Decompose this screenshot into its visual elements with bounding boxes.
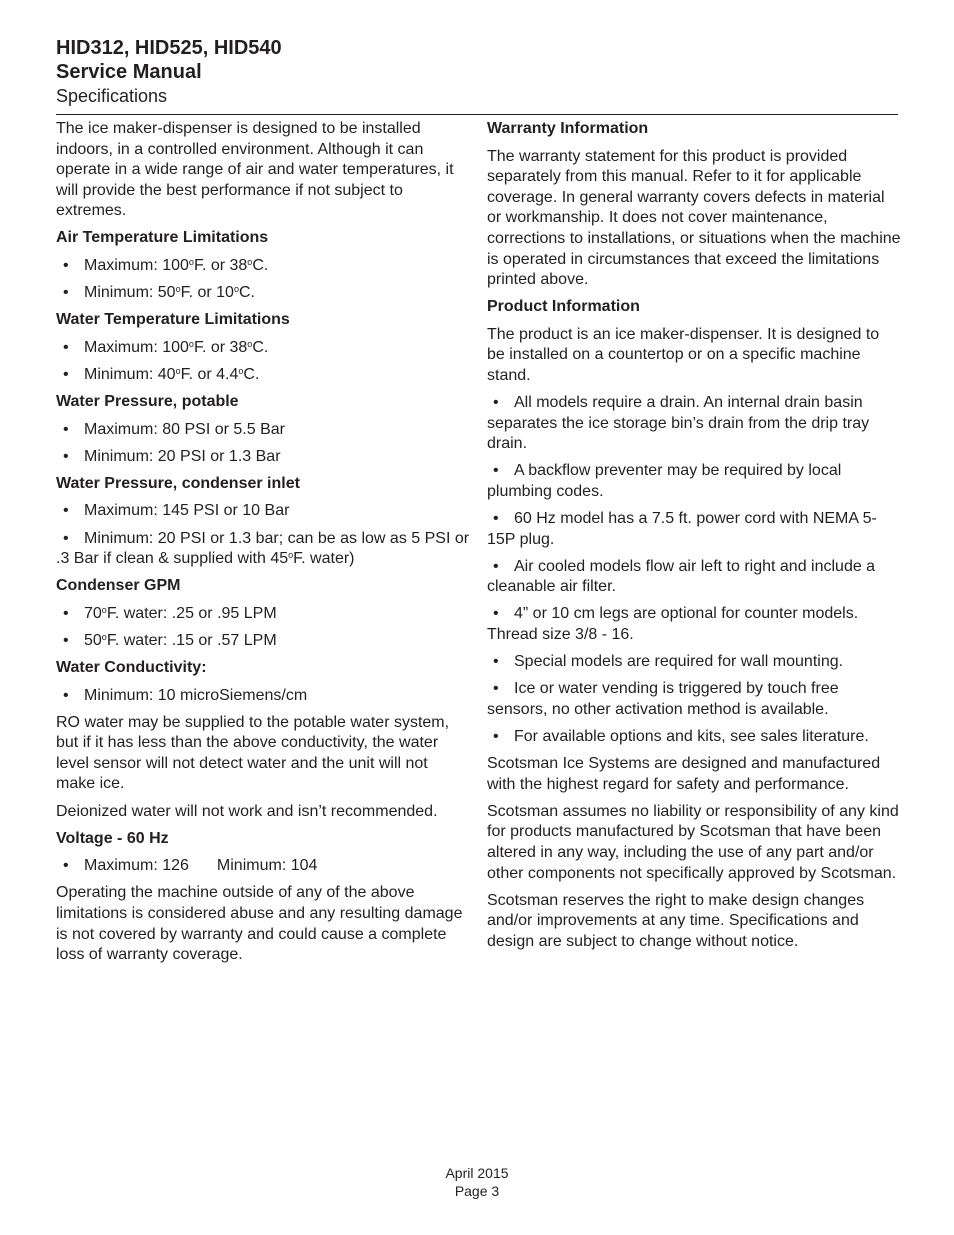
air-temperature-heading: Air Temperature Limitations bbox=[56, 229, 269, 247]
list-item: • Ice or water vending is triggered by touch free sensors, no other activation method is available. bbox=[487, 680, 839, 718]
bullet-icon: • bbox=[63, 686, 69, 704]
product-paragraph: The product is an ice maker-dispenser. It is designed to be installed on a countertop or on a specific machine stand. bbox=[487, 325, 880, 385]
scotsman-changes-paragraph: Scotsman reserves the right to make design changes and/or improvements at any time. Specifications and design are subject to change without notice. bbox=[487, 891, 865, 950]
list-item: • Minimum: 50$^o$F. or 10$^o$C. bbox=[56, 283, 470, 304]
bullet-icon: • bbox=[63, 529, 69, 547]
bullet-icon: • bbox=[63, 502, 69, 520]
bullet-icon: • bbox=[63, 631, 69, 649]
water-pressure-condenser-heading: Water Pressure, condenser inlet bbox=[56, 474, 300, 492]
water-temperature-heading: Water Temperature Limitations bbox=[56, 311, 290, 329]
bullet-icon: • bbox=[63, 857, 69, 875]
list-item: • Maximum: 145 PSI or 10 Bar bbox=[56, 501, 470, 522]
manual-title-models: HID312, HID525, HID540 bbox=[56, 37, 282, 59]
list-item: • Maximum: 100$^o$F. or 38$^o$C. bbox=[56, 338, 470, 359]
bullet-icon: • bbox=[63, 284, 69, 302]
section-title: Specifications bbox=[56, 86, 168, 106]
bullet-icon: • bbox=[63, 420, 69, 438]
list-item: • Maximum: 80 PSI or 5.5 Bar bbox=[56, 420, 470, 441]
list-item: • 50$^o$F. water: .15 or .57 LPM bbox=[56, 631, 470, 652]
left-column bbox=[56, 119, 470, 972]
list-item: • 4” or 10 cm legs are optional for counter models. Thread size 3/8 - 16. bbox=[487, 605, 859, 644]
list-item: • Minimum: 20 PSI or 1.3 bar; can be as low as 5 PSI or .3 Bar if clean & supplied with 45$^o$F. water) bbox=[56, 529, 470, 568]
bullet-icon: • bbox=[493, 653, 499, 671]
ro-water-paragraph: RO water may be supplied to the potable water system, but if it has less than the above conductivity, the water level sensor will not detect water and the unit will not make ice. bbox=[56, 713, 450, 793]
list-item: • Minimum: 10 microSiemens/cm bbox=[56, 686, 470, 707]
intro-paragraph: The ice maker-dispenser is designed to be installed indoors, in a controlled environment. Although it can operate in a wide range of air and water temperatures, it will provide the best performance if not subject to extremes. bbox=[56, 120, 454, 220]
bullet-icon: • bbox=[493, 680, 499, 698]
list-item: • 60 Hz model has a 7.5 ft. power cord with NEMA 5-15P plug. bbox=[487, 510, 877, 548]
bullet-icon: • bbox=[63, 604, 69, 622]
bullet-icon: • bbox=[493, 394, 499, 412]
abuse-paragraph: Operating the machine outside of any of the above limitations is considered abuse and any resulting damage is not covered by warranty and could cause a complete loss of warranty coverage. bbox=[56, 884, 463, 964]
list-item: • Maximum: 126 Minimum: 104 bbox=[56, 856, 470, 877]
page-header bbox=[56, 36, 898, 108]
right-column bbox=[487, 119, 901, 959]
list-item: • Special models are required for wall mounting. bbox=[487, 652, 901, 673]
bullet-icon: • bbox=[63, 338, 69, 356]
product-heading: Product Information bbox=[487, 298, 640, 316]
bullet-icon: • bbox=[63, 257, 69, 275]
bullet-icon: • bbox=[493, 605, 499, 623]
voltage-heading: Voltage - 60 Hz bbox=[56, 829, 169, 847]
warranty-heading: Warranty Information bbox=[487, 120, 649, 137]
list-item: • Minimum: 20 PSI or 1.3 Bar bbox=[56, 447, 470, 468]
warranty-paragraph: The warranty statement for this product is provided separately from this manual. Refer to it for applicable coverage. In general warranty covers defects in material or workmanship. It does not cover maintenance, corrections to installations, or situations when the machine is operated in circumstances that exceed the limitations printed above. bbox=[487, 147, 901, 289]
water-conductivity-heading: Water Conductivity: bbox=[56, 658, 207, 676]
scotsman-design-paragraph: Scotsman Ice Systems are designed and manufactured with the highest regard for safety and performance. bbox=[487, 755, 881, 793]
condenser-gpm-heading: Condenser GPM bbox=[56, 577, 181, 595]
list-item: • Air cooled models flow air left to right and include a cleanable air filter. bbox=[487, 557, 876, 596]
bullet-icon: • bbox=[493, 462, 499, 480]
list-item: • For available options and kits, see sales literature. bbox=[487, 727, 901, 748]
list-item: • A backflow preventer may be required by local plumbing codes. bbox=[487, 462, 842, 500]
list-item: • 70$^o$F. water: .25 or .95 LPM bbox=[56, 604, 470, 625]
list-item: • Minimum: 40$^o$F. or 4.4$^o$C. bbox=[56, 365, 470, 386]
list-item: • Maximum: 100$^o$F. or 38$^o$C. bbox=[56, 256, 470, 277]
water-pressure-potable-heading: Water Pressure, potable bbox=[56, 393, 239, 411]
header-divider bbox=[56, 114, 898, 115]
bullet-icon: • bbox=[493, 727, 499, 745]
footer-date: April 2015 bbox=[445, 1165, 509, 1181]
list-item: • All models require a drain. An internal drain basin separates the ice storage bin’s drain from the drip tray drain. bbox=[487, 394, 870, 453]
deionized-water-paragraph: Deionized water will not work and isn’t recommended. bbox=[56, 802, 438, 820]
manual-title-service: Service Manual bbox=[56, 61, 202, 83]
bullet-icon: • bbox=[63, 447, 69, 465]
bullet-icon: • bbox=[63, 365, 69, 383]
page-footer bbox=[0, 1164, 954, 1200]
page-number: Page 3 bbox=[454, 1183, 500, 1199]
bullet-icon: • bbox=[493, 510, 499, 528]
scotsman-liability-paragraph: Scotsman assumes no liability or responsibility of any kind for products manufactured by Scotsman that have been altered in any way, including the use of any part and/or other components not specifically approved by Scotsman. bbox=[487, 802, 899, 882]
bullet-icon: • bbox=[493, 557, 499, 575]
